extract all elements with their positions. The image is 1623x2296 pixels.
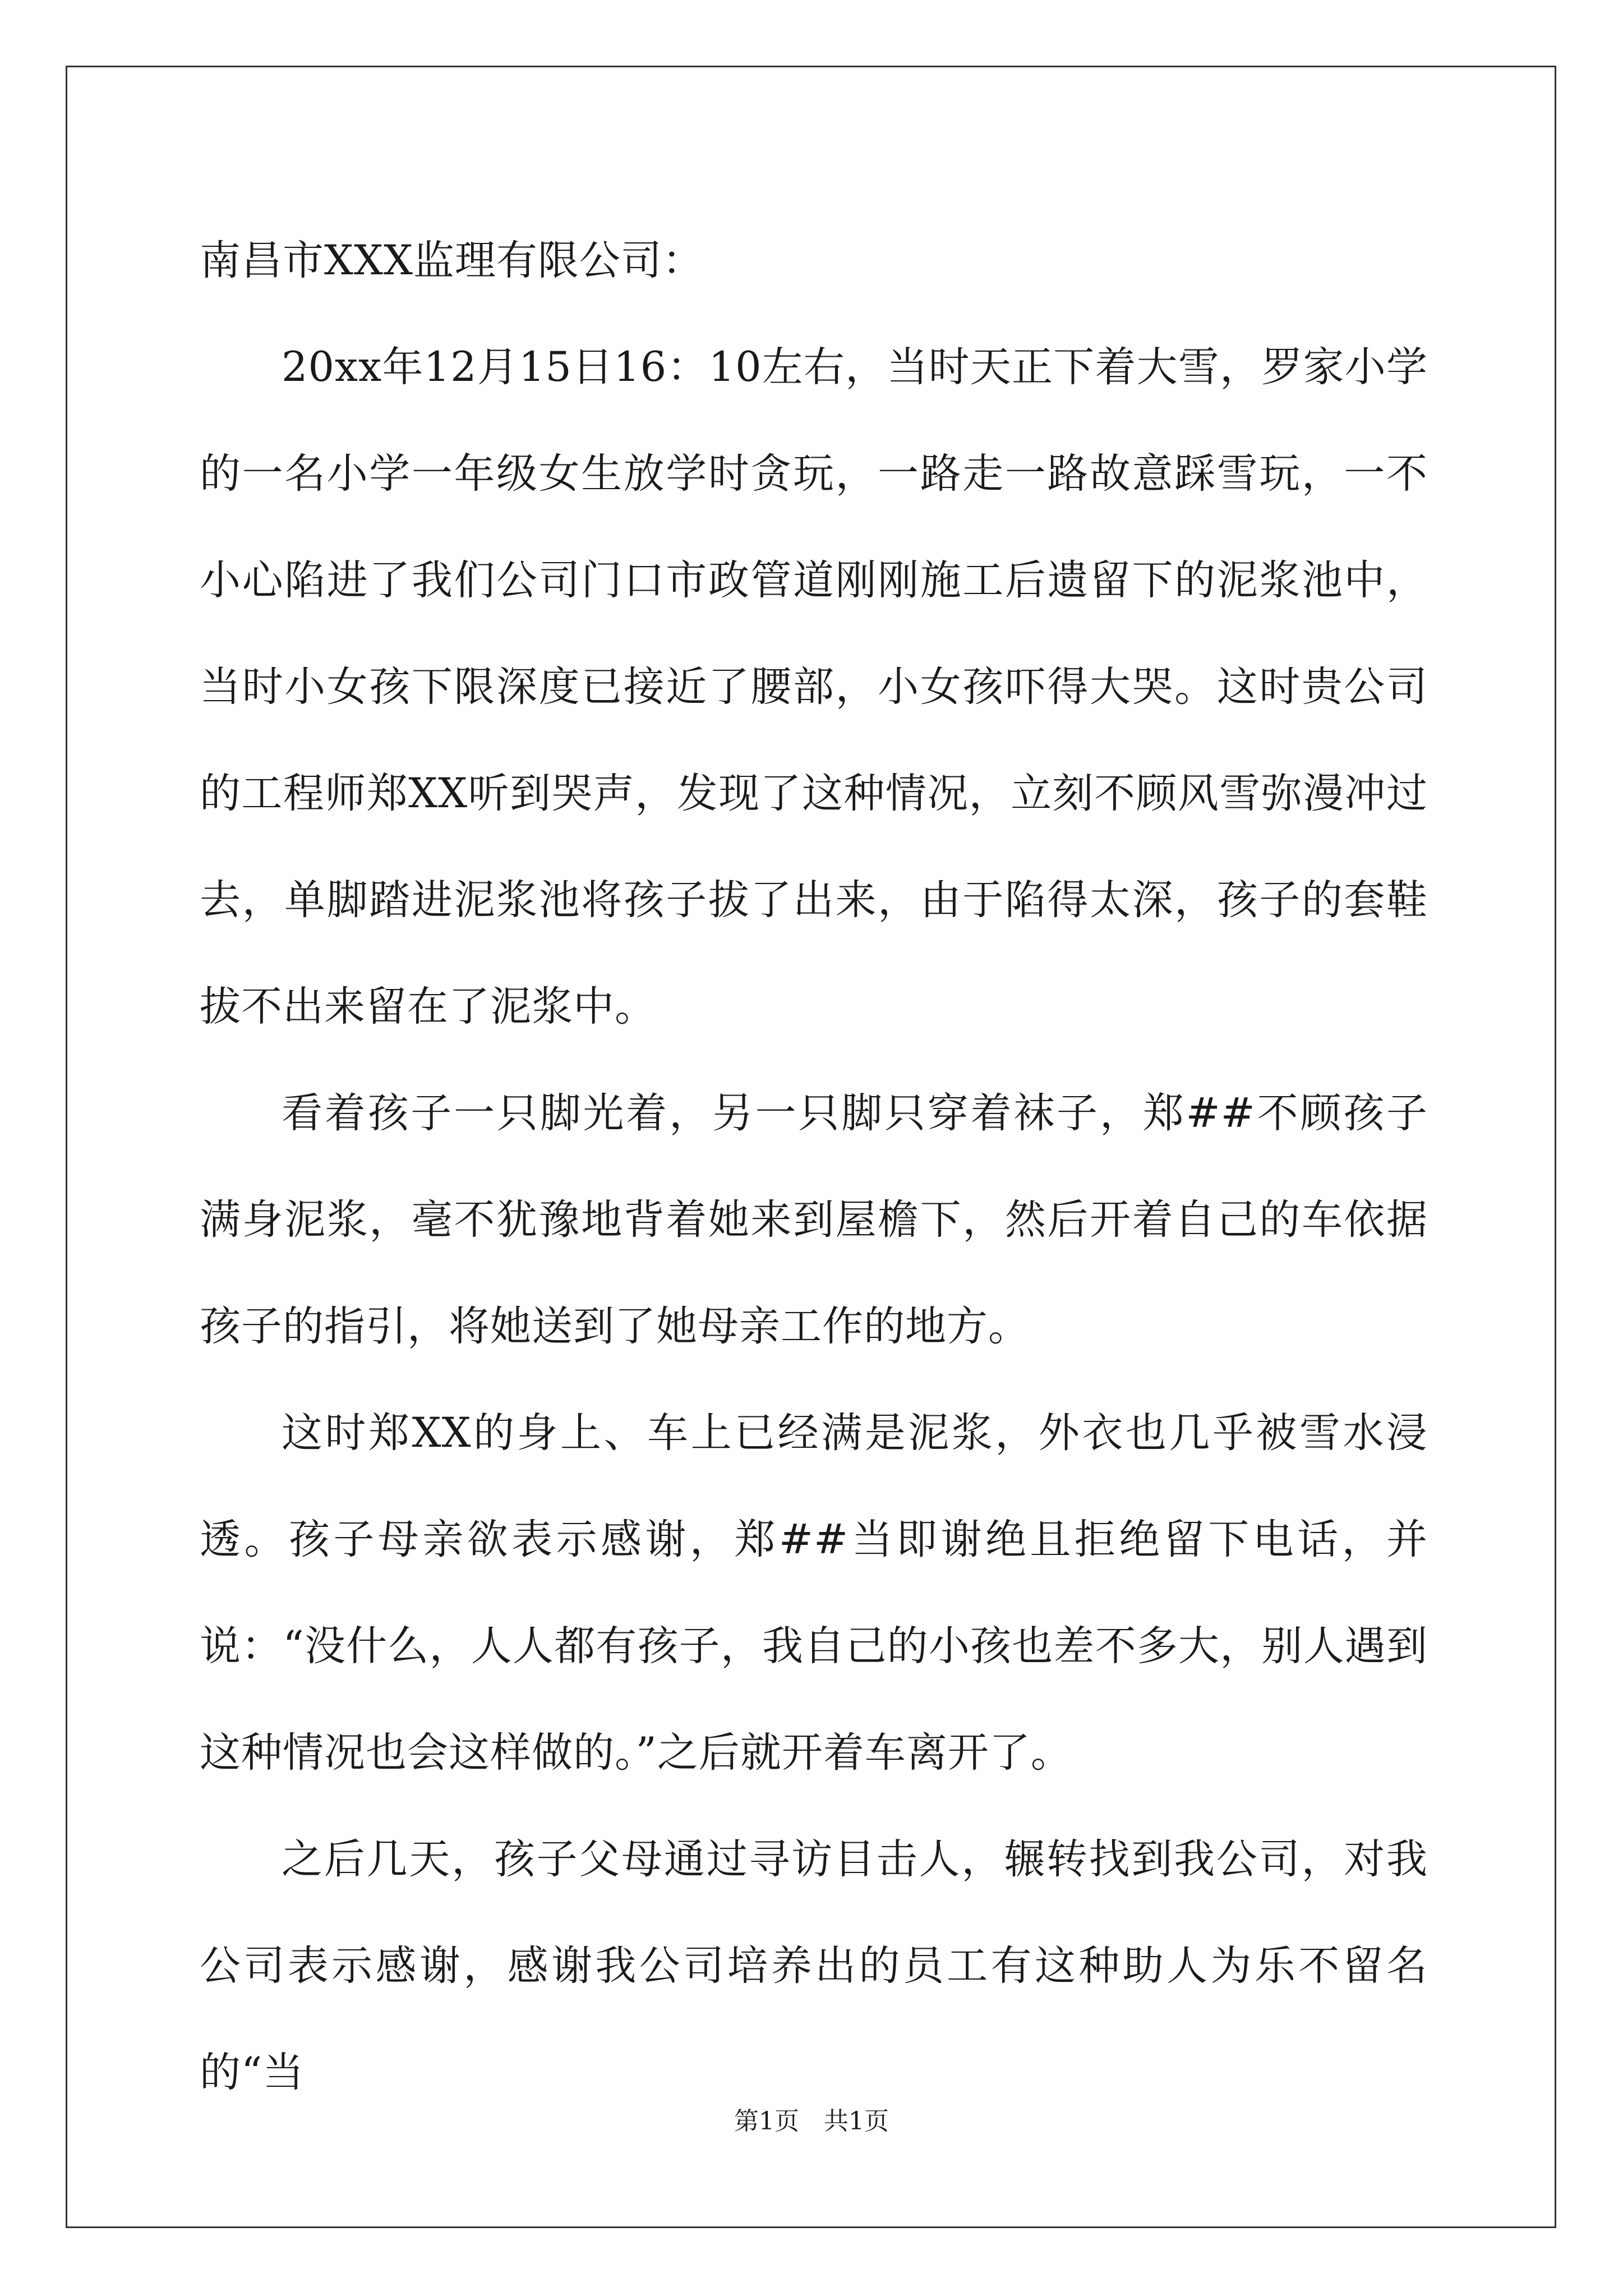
page-number-total: 共1页 bbox=[824, 2107, 889, 2136]
paragraph-3: 这时郑XX的身上、车上已经满是泥浆，外衣也几乎被雪水浸透。孩子母亲欲表示感谢，郑##当即谢绝且拒绝留下电话，并说：“没什么，人人都有孩子，我自己的小孩也差不多大，别人遇到这种情况也会这样做的。”之后就开着车离开了。 bbox=[200, 1409, 1428, 1777]
page-footer bbox=[0, 2101, 1623, 2137]
paragraph-1: 20xx年12月15日16：10左右，当时天正下着大雪，罗家小学的一名小学一年级女生放学时贪玩，一路走一路故意踩雪玩，一不小心陷进了我们公司门口市政管道刚刚施工后遗留下的泥浆池中，当时小女孩下限深度已接近了腰部，小女孩吓得大哭。这时贵公司的工程师郑XX听到哭声，发现了这种情况，立刻不顾风雪弥漫冲过去，单脚踏进泥浆池将孩子拔了出来，由于陷得太深，孩子的套鞋拔不出来留在了泥浆中。 bbox=[200, 343, 1428, 1030]
page-number-current: 第1页 bbox=[734, 2107, 799, 2136]
document-body bbox=[200, 208, 1428, 2126]
paragraph-2: 看着孩子一只脚光着，另一只脚只穿着袜子，郑##不顾孩子满身泥浆，毫不犹豫地背着她来到屋檐下，然后开着自己的车依据孩子的指引，将她送到了她母亲工作的地方。 bbox=[200, 1089, 1428, 1350]
paragraph-4: 之后几天，孩子父母通过寻访目击人，辗转找到我公司，对我公司表示感谢，感谢我公司培养出的员工有这种助人为乐不留名的“当 bbox=[200, 1835, 1428, 2096]
salutation: 南昌市XXX监理有限公司： bbox=[200, 237, 704, 284]
